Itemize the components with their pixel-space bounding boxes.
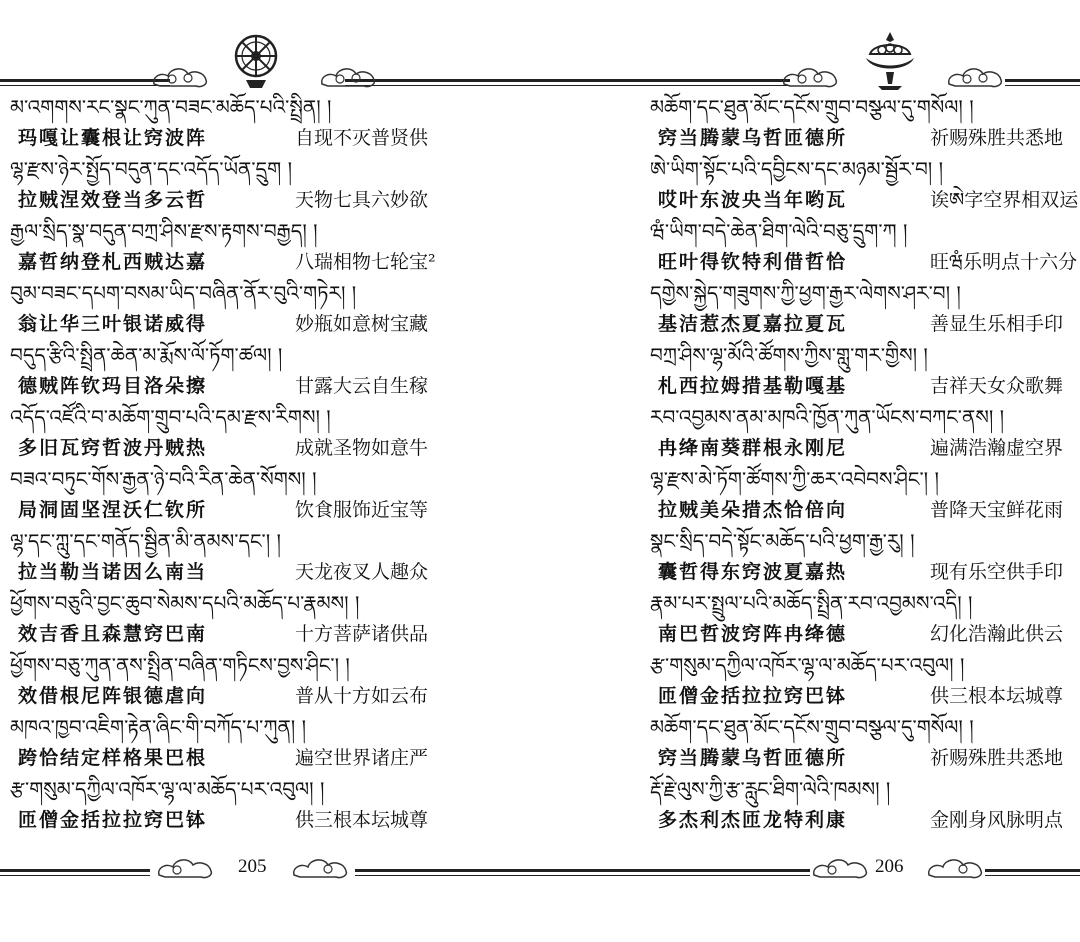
tibetan-line: ཝཾ་ཡིག་བདེ་ཆེན་ཐིག་ལེའི་བཅུ་དྲུག་ཀ །	[650, 219, 908, 243]
phonetic-transliteration: 多杰利杰匝龙特利康	[658, 809, 848, 831]
chinese-translation: 现有乐空供手印	[930, 561, 1064, 583]
tibetan-line: དགྱེས་སྐྱེད་གཟུགས་ཀྱི་ཕྱག་རྒྱར་ལེགས་ཤར་བ། །	[650, 281, 961, 305]
phonetic-transliteration: 札西拉姆措基勒嘎基	[658, 375, 848, 397]
tibetan-line: མཆོག་དང་ཐུན་མོང་དངོས་གྲུབ་བསྩལ་དུ་གསོལ། །	[650, 95, 974, 119]
phonetic-transliteration: 旺叶得钦特利借哲恰	[658, 251, 848, 273]
chinese-translation: 天物七具六妙欲	[295, 189, 429, 211]
footer-rule	[540, 869, 810, 872]
tibetan-line: འདོད་འཛོའི་བ་མཆོག་གྲུབ་པའི་དམ་རྫས་རིགས། །	[10, 405, 331, 429]
chinese-translation: 天龙夜叉人趣众	[295, 561, 429, 583]
tibetan-line: རྡོ་རྗེ་ལུས་ཀྱི་རྩ་རླུང་ཐིག་ལེའི་ཁམས། །	[650, 777, 891, 801]
tibetan-line: ལྷ་དང་ཀླུ་དང་གནོད་སྦྱིན་མི་ནམས་དང་། །	[10, 529, 281, 553]
chinese-translation: 八瑞相物七轮宝²	[295, 251, 436, 273]
chinese-translation: 普从十方如云布	[295, 685, 429, 707]
jewel-lotus-icon	[860, 28, 920, 92]
footer-rule	[985, 875, 1080, 876]
phonetic-transliteration: 嘉哲纳登札西贼达嘉	[18, 251, 208, 273]
phonetic-transliteration: 拉贼涅效登当多云哲	[18, 189, 208, 211]
chinese-translation: 供三根本坛城尊	[930, 685, 1064, 707]
chinese-translation: 甘露大云自生稼	[295, 375, 429, 397]
chinese-translation: 饮食服饰近宝等	[295, 499, 429, 521]
phonetic-transliteration: 囊哲得东窍波夏嘉热	[658, 561, 848, 583]
phonetic-transliteration: 效吉香且森慧窍巴南	[18, 623, 208, 645]
auspicious-cloud-icon	[290, 855, 352, 881]
chinese-translation: 祈赐殊胜共悉地	[930, 127, 1064, 149]
chinese-translation: 金刚身风脉明点	[930, 809, 1064, 831]
phonetic-transliteration: 冉绛南葵群根永刚尼	[658, 437, 848, 459]
right-page	[540, 0, 1080, 942]
auspicious-cloud-icon	[155, 855, 217, 881]
header-rule	[0, 85, 170, 86]
phonetic-transliteration: 跨恰结定样格果巴根	[18, 747, 208, 769]
chinese-translation: 善显生乐相手印	[930, 313, 1064, 335]
phonetic-transliteration: 玛嘎让囊根让窍波阵	[18, 127, 208, 149]
tibetan-line: རྩ་གསུམ་དཀྱིལ་འཁོར་ལྷ་ལ་མཆོད་པར་འབུལ། །	[10, 777, 325, 801]
chinese-translation: 供三根本坛城尊	[295, 809, 429, 831]
auspicious-cloud-icon	[810, 855, 872, 881]
tibetan-line: བུམ་བཟང་དཔག་བསམ་ཡིད་བཞིན་ནོར་བུའི་གཏེར། །	[10, 281, 357, 305]
tibetan-line: ཨེ་ཡིག་སྟོང་པའི་དབྱིངས་དང་མཉམ་སྦྱོར་བ། །	[650, 157, 944, 181]
chinese-translation: 吉祥天女众歌舞	[930, 375, 1064, 397]
auspicious-cloud-icon	[945, 62, 1007, 90]
phonetic-transliteration: 匝僧金括拉拉窍巴钵	[18, 809, 208, 831]
tibetan-line: མཆོག་དང་ཐུན་མོང་དངོས་གྲུབ་བསྩལ་དུ་གསོལ། །	[650, 715, 974, 739]
footer-rule	[355, 875, 540, 876]
tibetan-line: རྩ་གསུམ་དཀྱིལ་འཁོར་ལྷ་ལ་མཆོད་པར་འབུལ། །	[650, 653, 965, 677]
tibetan-line: ཕྱོགས་བཅུའི་བྱང་ཆུབ་སེམས་དཔའི་མཆོད་པ་རྣམས། །	[10, 591, 360, 615]
phonetic-transliteration: 多旧瓦窍哲波丹贼热	[18, 437, 208, 459]
footer-rule	[0, 869, 150, 872]
chinese-translation: 遍满浩瀚虚空界	[930, 437, 1064, 459]
chinese-translation: 成就圣物如意牛	[295, 437, 429, 459]
page-number: 205	[238, 856, 267, 877]
phonetic-transliteration: 基洁惹杰夏嘉拉夏瓦	[658, 313, 848, 335]
footer-rule	[985, 869, 1080, 872]
phonetic-transliteration: 德贼阵钦玛目洛朵擦	[18, 375, 208, 397]
chinese-translation: 自现不灭普贤供	[295, 127, 429, 149]
phonetic-transliteration: 翁让华三叶银诺威得	[18, 313, 208, 335]
auspicious-cloud-icon	[318, 62, 380, 90]
chinese-translation: 妙瓶如意树宝藏	[295, 313, 429, 335]
tibetan-line: བཀྲ་ཤིས་ལྷ་མོའི་ཚོགས་ཀྱིས་གླུ་གར་གྱིས། །	[650, 343, 928, 367]
dharma-wheel-icon	[228, 28, 284, 90]
footer-rule	[540, 875, 810, 876]
tibetan-line: མ་འགགས་རང་སྣང་ཀུན་བཟང་མཆོད་པའི་སྤྲིན། །	[10, 95, 332, 119]
header-rule	[1005, 85, 1080, 86]
chinese-translation: 幻化浩瀚此供云	[930, 623, 1064, 645]
chinese-translation: 遍空世界诸庄严	[295, 747, 429, 769]
footer-rule	[355, 869, 540, 872]
tibetan-line: རྒྱལ་སྲིད་སྣ་བདུན་བཀྲ་ཤིས་རྫས་རྟགས་བརྒྱད། །	[10, 219, 318, 243]
header-rule	[540, 85, 790, 86]
tibetan-line: ཕྱོགས་བཅུ་ཀུན་ནས་སྤྲིན་བཞིན་གཏིངས་བྱས་ཤིང་། །	[10, 653, 350, 677]
auspicious-cloud-icon	[780, 62, 842, 90]
tibetan-line: ལྷ་རྫས་ཉེར་སྤྱོད་བདུན་དང་འདོད་ཡོན་དྲུག །	[10, 157, 293, 181]
tibetan-line: མཁའ་ཁྱབ་འཇིག་རྟེན་ཞིང་གི་བཀོད་པ་ཀུན། །	[10, 715, 307, 739]
auspicious-cloud-icon	[925, 855, 987, 881]
chinese-translation: 普降天宝鲜花雨	[930, 499, 1064, 521]
phonetic-transliteration: 效借根尼阵银德虐向	[18, 685, 208, 707]
tibetan-line: བཟའ་བཏུང་གོས་རྒྱན་ཉེ་བའི་རིན་ཆེན་སོགས། །	[10, 467, 317, 491]
phonetic-transliteration: 拉当勒当诺因么南当	[18, 561, 208, 583]
footer-rule	[0, 875, 150, 876]
page-number: 206	[875, 856, 904, 877]
phonetic-transliteration: 南巴哲波窍阵冉绛德	[658, 623, 848, 645]
tibetan-line: རབ་འབྱམས་ནམ་མཁའི་ཁྱོན་ཀུན་ཡོངས་བཀང་ནས། །	[650, 405, 1005, 429]
header-rule	[540, 79, 790, 82]
phonetic-transliteration: 哎叶东波央当年哟瓦	[658, 189, 848, 211]
chinese-translation: 旺ཝཾ乐明点十六分	[930, 251, 1078, 273]
phonetic-transliteration: 窍当腾蒙乌哲匝德所	[658, 747, 848, 769]
chinese-translation: 祈赐殊胜共悉地	[930, 747, 1064, 769]
tibetan-line: རྣམ་པར་སྤྲུལ་པའི་མཆོད་སྤྲིན་རབ་འབྱམས་འདི། །	[650, 591, 973, 615]
tibetan-line: སྣང་སྲིད་བདེ་སྟོང་མཆོད་པའི་ཕྱག་རྒྱ་རུ། །	[650, 529, 915, 553]
header-rule	[0, 79, 170, 82]
chinese-translation: 十方菩萨诸供品	[295, 623, 429, 645]
phonetic-transliteration: 匝僧金括拉拉窍巴钵	[658, 685, 848, 707]
header-rule	[1005, 79, 1080, 82]
phonetic-transliteration: 局洞固坚涅沃仁钦所	[18, 499, 208, 521]
phonetic-transliteration: 拉贼美朵措杰恰倍向	[658, 499, 848, 521]
chinese-translation: 诶ཨེ字空界相双运	[930, 189, 1079, 211]
tibetan-line: བདུད་རྩིའི་སྤྲིན་ཆེན་མ་རྨོས་ལོ་ཏོག་ཚལ། །	[10, 343, 283, 367]
auspicious-cloud-icon	[150, 62, 212, 90]
tibetan-line: ལྷ་རྫས་མེ་ཏོག་ཚོགས་ཀྱི་ཆར་འབེབས་ཤིང་། །	[650, 467, 939, 491]
phonetic-transliteration: 窍当腾蒙乌哲匝德所	[658, 127, 848, 149]
